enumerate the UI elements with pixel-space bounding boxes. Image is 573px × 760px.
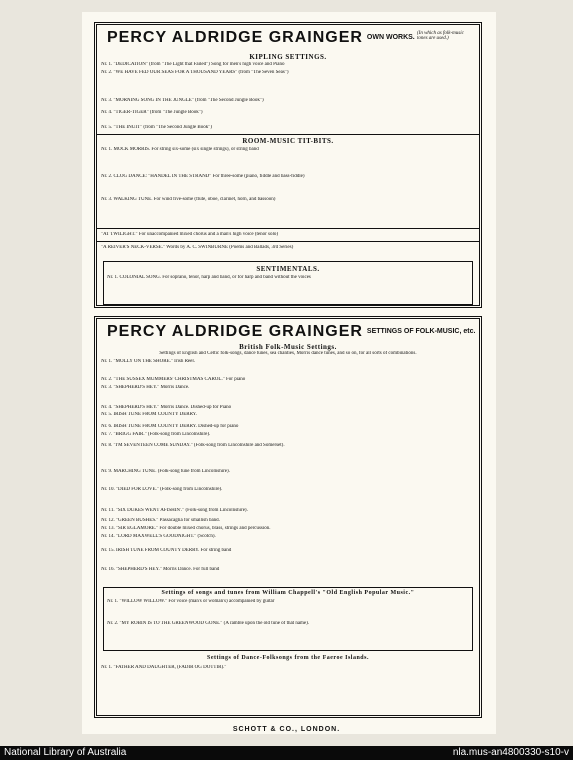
room-item: Nr. 1. MOCK MORRIS. For string six-some (six single strings), or string band	[101, 147, 259, 152]
chappell-item: Nr. 2. "MY ROBIN IS TO THE GREENWOOD GONE." (A ramble upon the old tune of that name).	[107, 621, 310, 626]
folk-item: Nr. 15. IRISH TUNE FROM COUNTY DERRY. For string band	[101, 548, 232, 553]
own-works-box	[94, 22, 482, 308]
chappell-item: Nr. 1. "WILLOW WILLOW." For voice (man's or woman's) accompanied by guitar	[107, 599, 275, 604]
divider	[97, 228, 479, 229]
british-heading: British Folk-Music Settings.	[239, 343, 337, 351]
box2-title: PERCY ALDRIDGE GRAINGER SETTINGS OF FOLK-MUSIC, etc.	[107, 323, 476, 340]
folk-item: Nr. 12. "GREEN BUSHES." Passacaglia for smallish band.	[101, 518, 220, 523]
credit-left: National Library of Australia	[4, 747, 127, 758]
folk-music-box	[94, 316, 482, 718]
chappell-box	[103, 587, 473, 651]
credit-bar	[0, 746, 573, 760]
kipling-heading: KIPLING SETTINGS.	[249, 53, 327, 61]
folk-item: Nr. 3. "SHEPHERD'S HEY." Morris Dance.	[101, 385, 190, 390]
folk-item: Nr. 16. "SHEPHERD'S HEY." Morris Dance. For full band	[101, 567, 220, 572]
divider	[97, 241, 479, 242]
publisher: SCHOTT & CO., LONDON.	[232, 726, 341, 733]
room-item: Nr. 2. CLOG DANCE: "HANDEL IN THE STRAND" For three-some (piano, fiddle and bass-fiddle)	[101, 174, 305, 179]
kipling-item: Nr. 1. "DEDICATION" (from "The Light that Failed") Song for men's high voice and Piano	[101, 62, 285, 67]
twilight-item: "AT TWILIGHT." For unaccompanied mixed chorus and a man's high voice (tenor solo)	[101, 232, 279, 237]
folk-item: Nr. 14. "LORD MAXWELL'S GOODNIGHT." (Scotch).	[101, 534, 216, 539]
folk-item: Nr. 5. IRISH TUNE FROM COUNTY DERRY.	[101, 412, 197, 417]
folk-item: Nr. 6. IRISH TUNE FROM COUNTY DERRY. Dished-up for piano	[101, 424, 239, 429]
kipling-item: Nr. 3. "MORNING SONG IN THE JUNGLE" (from "The Second Jungle Book")	[101, 98, 264, 103]
room-heading: ROOM-MUSIC TIT-BITS.	[242, 137, 334, 145]
folk-item: Nr. 2. "THE SUSSEX MUMMERS' CHRISTMAS CAROL." For piano	[101, 377, 246, 382]
british-subheading: Settings of English and Celtic folk-songs, dance tunes, sea chanties, Morris dance tunes, and so on, for all sorts of combinations.	[159, 351, 417, 356]
sentimentals-heading: SENTIMENTALS.	[256, 265, 320, 273]
faeroe-heading: Settings of Dance-Folksongs from the Faeroe Islands.	[207, 655, 369, 661]
folk-item: Nr. 8. "I'M SEVENTEEN COME SUNDAY." (Folk-song from Lincolnshire and Somerset).	[101, 443, 285, 448]
folk-item: Nr. 4. "SHEPHERD'S HEY." Morris Dance. Dished-up for Piano	[101, 405, 232, 410]
folk-item: Nr. 7. "BRIGG FAIR." (Folk-song from Lincolnshire).	[101, 432, 211, 437]
reiver-item: "A REIVER'S NECK-VERSE." Words by A. C. SWINBURNE (Poems and Ballads, 3rd Series)	[101, 245, 294, 250]
kipling-item: Nr. 5. "THE INUIT" (from "The Second Jungle Book")	[101, 125, 212, 130]
credit-right: nla.mus-an4800330-s10-v	[452, 747, 569, 758]
folk-item: Nr. 9. MARCHING TUNE. (Folk-song tune from Lincolnshire).	[101, 469, 230, 474]
faeroe-item: Nr. 1. "FATHER AND DAUGHTER, (FADIR OG DOTTIR)."	[101, 665, 227, 670]
sentimentals-item: Nr. 1. COLONIAL SONG. For soprano, tenor, harp and band, or for harp and band without the voices	[107, 275, 311, 280]
kipling-item: Nr. 2. "WE HAVE FED OUR SEAS FOR A THOUSAND YEARS" (from "The Seven Seas")	[101, 70, 289, 75]
folk-item: Nr. 10. "DIED FOR LOVE." (Folk-song from Lincolnshire).	[101, 487, 223, 492]
folk-item: Nr. 1. "MOLLY ON THE SHORE." Irish Reel.	[101, 359, 195, 364]
chappell-heading: Settings of songs and tunes from William Chappell's "Old English Popular Music."	[161, 590, 415, 596]
divider	[97, 134, 479, 135]
kipling-item: Nr. 4. "TIGER-TIGER" (from "The Jungle Book")	[101, 110, 203, 115]
folk-item: Nr. 11. "SIX DUKES WENT AFISHIN'." (Folk-song from Lincolnshire).	[101, 508, 248, 513]
folk-item: Nr. 13. "SIR EGLAMORE." For double mixed chorus, brass, strings and percussion.	[101, 526, 271, 531]
box1-note: (In which as folk-music tones are used.)	[417, 31, 464, 41]
box1-title: PERCY ALDRIDGE GRAINGER OWN WORKS.	[107, 29, 415, 46]
room-item: Nr. 3. WALKING TUNE. For wind five-some (flute, oboe, clarinet, horn, and bassoon)	[101, 197, 276, 202]
